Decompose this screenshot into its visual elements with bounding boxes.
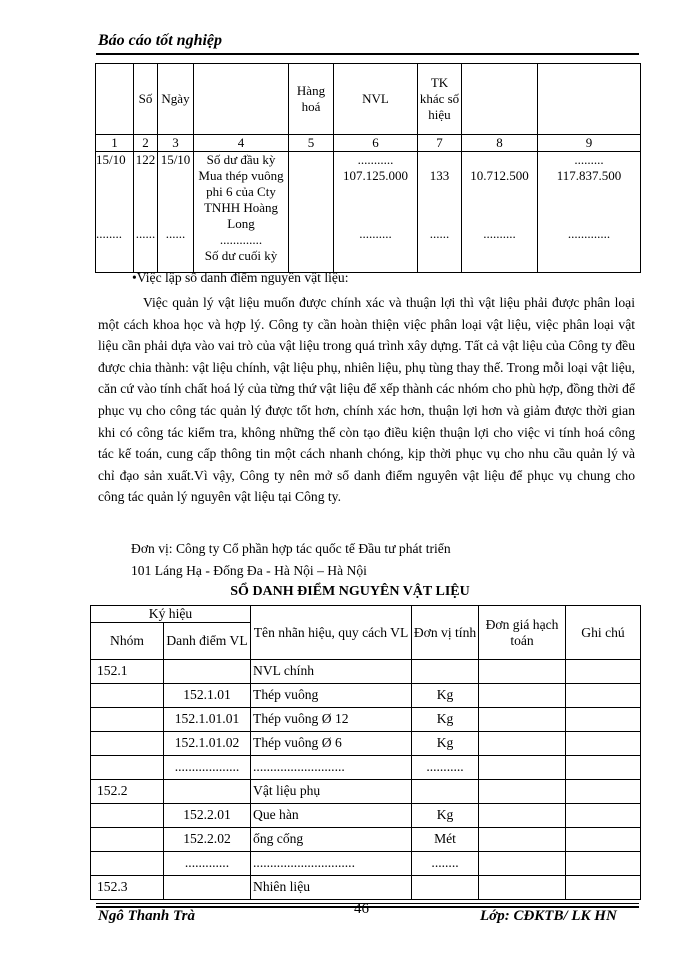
dots: ........... (357, 152, 394, 167)
ledger-goods-cell (289, 152, 334, 273)
ledger-total-cell (538, 152, 641, 273)
price-cell (479, 876, 566, 900)
group-cell (91, 804, 164, 828)
note-cell (566, 804, 641, 828)
tax-amount: 10.712.500 (470, 168, 529, 183)
unit-cell: Kg (412, 804, 479, 828)
ledger-description-cell (194, 152, 289, 273)
name-cell: Thép vuông (251, 684, 412, 708)
dots: .......... (483, 226, 516, 241)
table-row (91, 828, 641, 852)
group-cell (91, 684, 164, 708)
body-paragraph: Việc quản lý vật liệu muốn được chính xác và thuận lợi thì vật liệu phải được phân loại một cách khoa học và hợp lý. Công ty cần hoàn thiện việc phân loại vật liệu, việc phân loại vật liệu cần phải dựa vào vai trò của vật liệu trong quá trình xây dựng. Tất cả vật liệu của Công ty đều được chia thành: vật liệu chính, vật liệu phụ, nhiên liệu, phụ tùng thay thế. Trong mỗi loại vật liệu, căn cứ vào tính chất hoá lý của từng thứ vật liệu để xếp thành các nhóm cho phù hợp, đồng thời để phục vụ cho công tác quản lý được tốt hơn, chính xác hơn, thuận lợi hơn và giảm được thời gian khi có công tác kiểm tra, không những thế còn tạo điều kiện thuận lợi cho việc vi tính hoá công tác kế toán, cung cấp thông tin một cách nhanh chóng, kịp thời phục vụ cho nhu cầu quản lý và chỉ đạo sản xuất.Vì vậy, Công ty nên mở sổ danh điểm nguyên vật liệu để phục vụ chung cho công tác quản lý nguyên vật liệu tại Công ty. (98, 295, 635, 505)
code-cell: ................... (164, 756, 251, 780)
name-cell: Vật liệu phụ (251, 780, 412, 804)
dots: ...... (165, 226, 186, 241)
column-number: 8 (462, 135, 538, 152)
ledger-header-cell: NVL (334, 64, 418, 135)
dots: ............. (567, 226, 611, 241)
footer-class: Lớp: CĐKTB/ LK HN (480, 908, 617, 924)
note-cell (566, 684, 641, 708)
note-cell (566, 708, 641, 732)
ledger-number-cell (134, 152, 158, 273)
unit-line: Đơn vị: Công ty Cổ phần hợp tác quốc tế Đầu tư phát triển (131, 541, 451, 556)
account-number: 133 (429, 168, 450, 183)
code-cell: 152.1.01.02 (164, 732, 251, 756)
bullet-item (132, 270, 348, 286)
group-cell (91, 708, 164, 732)
opening-balance-label: Số dư đầu kỳ (206, 152, 276, 167)
header-price: Đơn giá hạch toán (479, 606, 566, 660)
table-row (91, 852, 641, 876)
name-cell: Que hàn (251, 804, 412, 828)
column-number: 6 (334, 135, 418, 152)
header-unit: Đơn vị tính (412, 606, 479, 660)
group-cell (91, 732, 164, 756)
dots: .......... (359, 226, 392, 241)
name-cell: ống cống (251, 828, 412, 852)
description-text: Mua thép vuông phi 6 của Cty TNHH Hoàng Long (198, 168, 284, 231)
name-cell: Thép vuông Ø 6 (251, 732, 412, 756)
unit-cell (412, 780, 479, 804)
price-cell (479, 756, 566, 780)
column-number: 1 (96, 135, 134, 152)
price-cell (479, 780, 566, 804)
note-cell (566, 876, 641, 900)
ledger-day-cell (158, 152, 194, 273)
footer-author: Ngô Thanh Trà (98, 908, 195, 924)
ledger-table (95, 63, 641, 273)
ledger-header-cell (538, 64, 641, 135)
header-code: Danh điểm VL (164, 623, 251, 660)
table-row (91, 756, 641, 780)
name-cell: NVL chính (251, 660, 412, 684)
table-row (91, 780, 641, 804)
code-cell: 152.1.01.01 (164, 708, 251, 732)
note-cell (566, 828, 641, 852)
report-header-title: Báo cáo tốt nghiệp (98, 32, 223, 49)
total-amount: 117.837.500 (556, 168, 622, 183)
code-cell: 152.2.02 (164, 828, 251, 852)
price-cell (479, 684, 566, 708)
dots: ......... (574, 152, 604, 167)
price-cell (479, 708, 566, 732)
code-cell: ............. (164, 852, 251, 876)
address-line: 101 Láng Hạ - Đống Đa - Hà Nội – Hà Nội (131, 563, 367, 578)
column-number: 4 (194, 135, 289, 152)
bullet-text: Việc lập sổ danh điểm nguyên vật liệu: (136, 270, 349, 285)
ledger-date-cell (96, 152, 134, 273)
code-cell (164, 780, 251, 804)
unit-cell: Kg (412, 708, 479, 732)
ledger-header-cell: Hàng hoá (289, 64, 334, 135)
note-cell (566, 756, 641, 780)
group-cell: 152.1 (91, 660, 164, 684)
price-cell (479, 660, 566, 684)
header-note: Ghi chú (566, 606, 641, 660)
table-row (91, 804, 641, 828)
catalog-table (90, 605, 641, 900)
dots: ...... (135, 226, 156, 241)
unit-cell: Kg (412, 684, 479, 708)
group-cell (91, 852, 164, 876)
note-cell (566, 852, 641, 876)
dots: ........ (96, 226, 122, 241)
note-cell (566, 780, 641, 804)
dots: ............. (219, 232, 263, 247)
material-amount: 107.125.000 (343, 168, 408, 183)
code-cell (164, 660, 251, 684)
column-number: 9 (538, 135, 641, 152)
code-cell: 152.1.01 (164, 684, 251, 708)
name-cell: Nhiên liệu (251, 876, 412, 900)
table-row (91, 732, 641, 756)
ledger-amount-cell (462, 152, 538, 273)
ledger-header-cell (96, 64, 134, 135)
ledger-column-number-row (96, 135, 641, 152)
group-cell: 152.3 (91, 876, 164, 900)
price-cell (479, 852, 566, 876)
price-cell (479, 804, 566, 828)
header-group: Nhóm (91, 623, 164, 660)
code-cell: 152.2.01 (164, 804, 251, 828)
header-symbol: Ký hiệu (91, 606, 251, 623)
name-cell: .............................. (251, 852, 412, 876)
unit-cell: ........ (412, 852, 479, 876)
unit-cell: ........... (412, 756, 479, 780)
group-cell: 152.2 (91, 780, 164, 804)
column-number: 5 (289, 135, 334, 152)
doc-date: 15/10 (160, 152, 191, 167)
table-row (91, 684, 641, 708)
price-cell (479, 732, 566, 756)
name-cell: Thép vuông Ø 12 (251, 708, 412, 732)
group-cell (91, 756, 164, 780)
unit-cell: Mét (412, 828, 479, 852)
ledger-header-cell: TK khác số hiệu (418, 64, 462, 135)
header-divider (96, 53, 639, 55)
ledger-body-row (96, 152, 641, 273)
ledger-header-cell (194, 64, 289, 135)
ledger-header-cell (462, 64, 538, 135)
ledger-header-row (96, 64, 641, 135)
bullet-icon: • (132, 270, 137, 285)
group-cell (91, 828, 164, 852)
unit-cell (412, 876, 479, 900)
name-cell: ........................... (251, 756, 412, 780)
dots: ...... (429, 226, 450, 241)
header-name: Tên nhãn hiệu, quy cách VL (251, 606, 412, 660)
date-value: 15/10 (96, 152, 126, 167)
doc-number: 122 (135, 152, 156, 167)
note-cell (566, 732, 641, 756)
column-number: 7 (418, 135, 462, 152)
ledger-material-cell (334, 152, 418, 273)
ledger-header-cell: Số (134, 64, 158, 135)
note-cell (566, 660, 641, 684)
unit-cell: Kg (412, 732, 479, 756)
page-number: 46 (354, 901, 369, 917)
table-row (91, 708, 641, 732)
catalog-title: SỔ DANH ĐIỂM NGUYÊN VẬT LIỆU (230, 584, 470, 599)
table-row (91, 876, 641, 900)
column-number: 2 (134, 135, 158, 152)
unit-cell (412, 660, 479, 684)
table-row (91, 660, 641, 684)
price-cell (479, 828, 566, 852)
column-number: 3 (158, 135, 194, 152)
closing-balance-label: Số dư cuối kỳ (204, 248, 278, 263)
ledger-header-cell: Ngày (158, 64, 194, 135)
code-cell (164, 876, 251, 900)
ledger-other-account-cell (418, 152, 462, 273)
catalog-header-row (91, 606, 641, 623)
